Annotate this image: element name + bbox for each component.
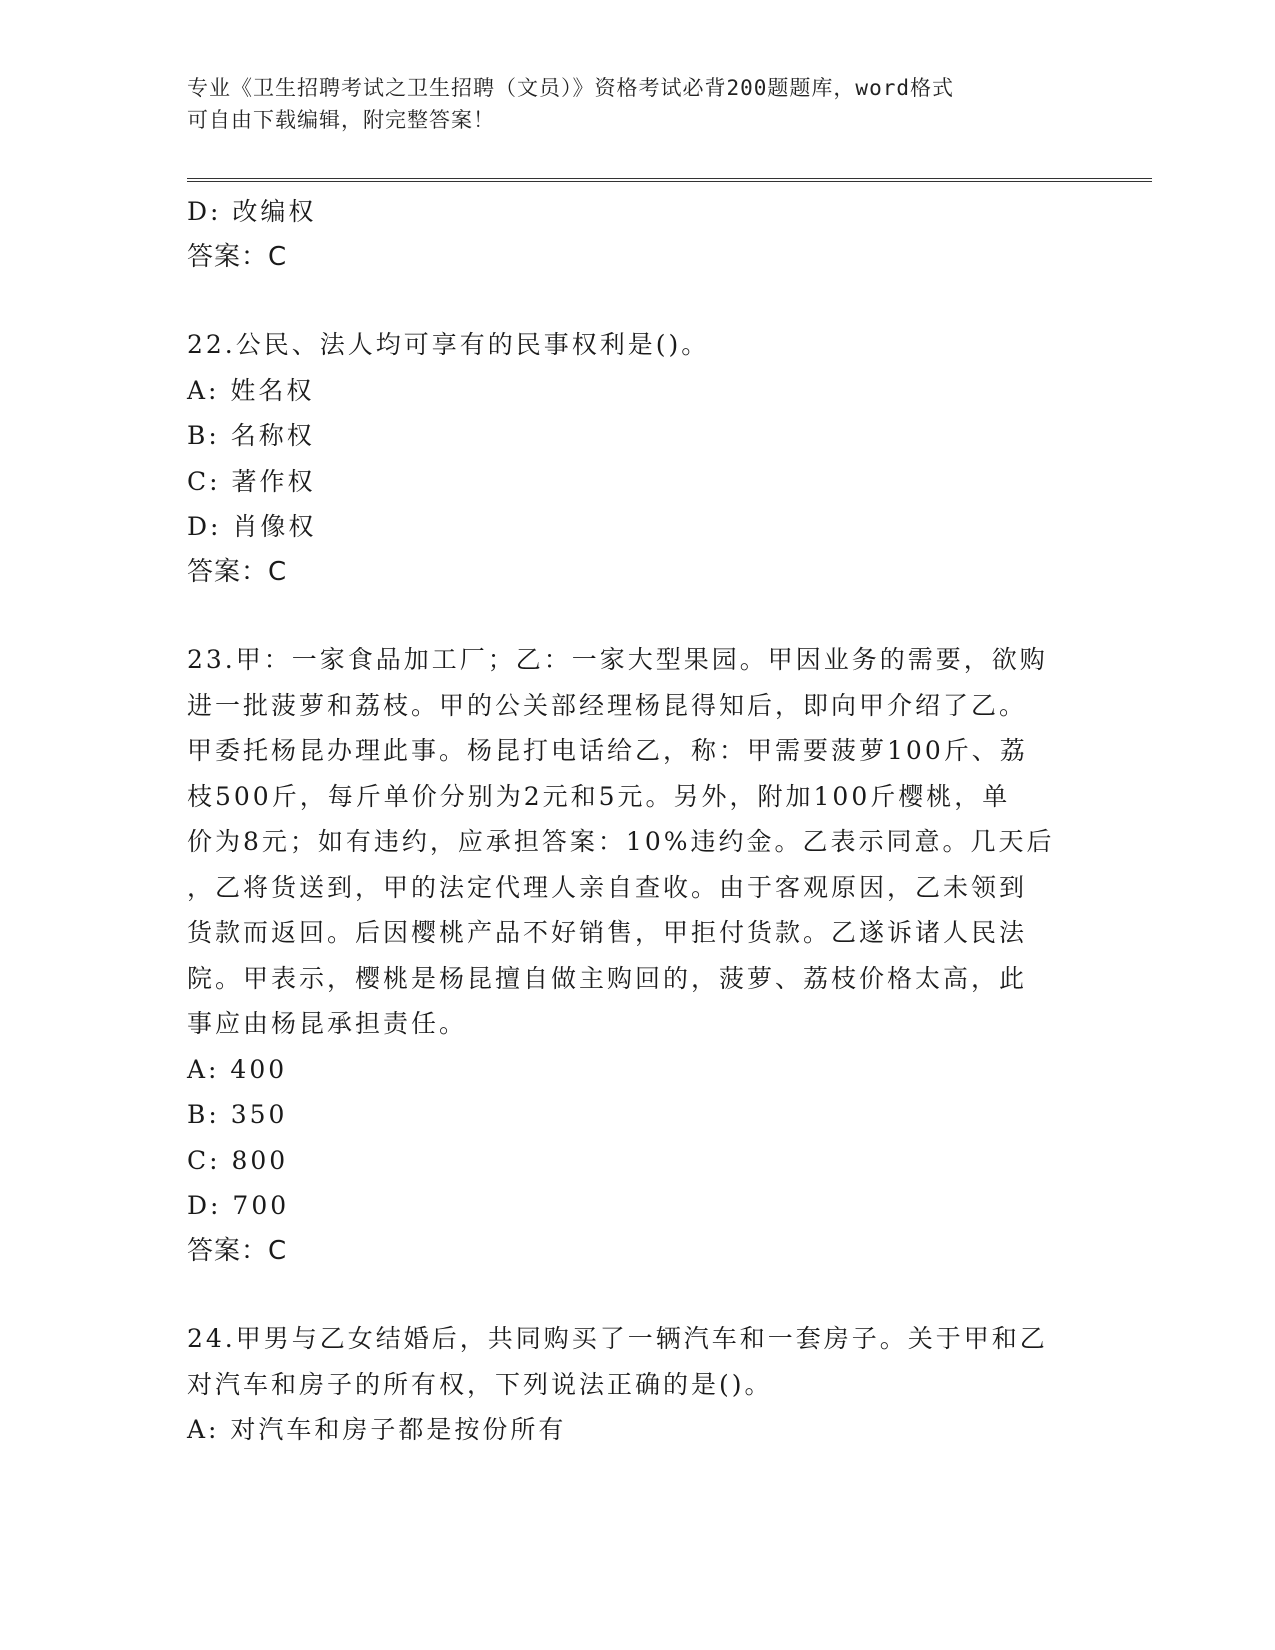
spacer — [187, 1274, 1087, 1316]
question-22-option-b: B: 名称权 — [187, 421, 315, 450]
question-22-answer: 答案：C — [187, 556, 288, 587]
question-23-stem-line: 价为8元；如有违约，应承担答案：10%违约金。乙表示同意。几天后 — [187, 827, 1055, 856]
question-22-option-a: A: 姓名权 — [187, 375, 315, 405]
question-23-stem-line: 枝500斤，每斤单价分别为2元和5元。另外，附加100斤樱桃，单 — [187, 781, 1011, 811]
question-23-stem-line: 23.甲：一家食品加工厂；乙：一家大型果园。甲因业务的需要，欲购 — [187, 645, 1048, 674]
question-23-option-c: C: 800 — [187, 1145, 289, 1175]
header-divider — [187, 178, 1152, 182]
header-line-2: 可自由下载编辑，附完整答案！ — [187, 108, 495, 132]
question-23-answer: 答案：C — [187, 1235, 288, 1266]
question-23-option-b: B: 350 — [187, 1100, 288, 1129]
question-24-stem-line: 对汽车和房子的所有权，下列说法正确的是()。 — [187, 1369, 773, 1399]
page-header — [187, 72, 1067, 136]
question-23-stem-line: 货款而返回。后因樱桃产品不好销售，甲拒付货款。乙遂诉诸人民法 — [187, 918, 1028, 947]
question-23-option-d: D: 700 — [187, 1191, 290, 1220]
question-list — [187, 189, 1087, 1453]
question-23-stem-line: 进一批菠萝和荔枝。甲的公关部经理杨昆得知后，即向甲介绍了乙。 — [187, 690, 1028, 720]
question-23-stem-line: 事应由杨昆承担责任。 — [187, 1009, 468, 1038]
question-23-option-a: A: 400 — [187, 1054, 288, 1084]
spacer — [187, 280, 1087, 322]
spacer — [187, 595, 1087, 637]
question-22-option-d: D: 肖像权 — [187, 512, 317, 541]
question-22-stem: 22.公民、法人均可享有的民事权利是()。 — [187, 330, 710, 359]
question-22-option-c: C: 著作权 — [187, 466, 316, 496]
option-d: D: 改编权 — [187, 197, 317, 226]
question-24-option-a: A: 对汽车和房子都是按份所有 — [187, 1415, 567, 1444]
question-23-stem-line: ，乙将货送到，甲的法定代理人亲自查收。由于客观原因，乙未领到 — [187, 872, 1028, 902]
header-line-1: 专业《卫生招聘考试之卫生招聘（文员）》资格考试必背200题题库，word格式 — [187, 76, 954, 100]
question-23-stem-line: 甲委托杨昆办理此事。杨昆打电话给乙，称：甲需要菠萝100斤、荔 — [187, 736, 1028, 765]
question-23-stem-line: 院。甲表示，樱桃是杨昆擅自做主购回的，菠萝、荔枝价格太高，此 — [187, 963, 1028, 993]
question-24-stem-line: 24.甲男与乙女结婚后，共同购买了一辆汽车和一套房子。关于甲和乙 — [187, 1324, 1048, 1353]
answer: 答案：C — [187, 241, 288, 272]
